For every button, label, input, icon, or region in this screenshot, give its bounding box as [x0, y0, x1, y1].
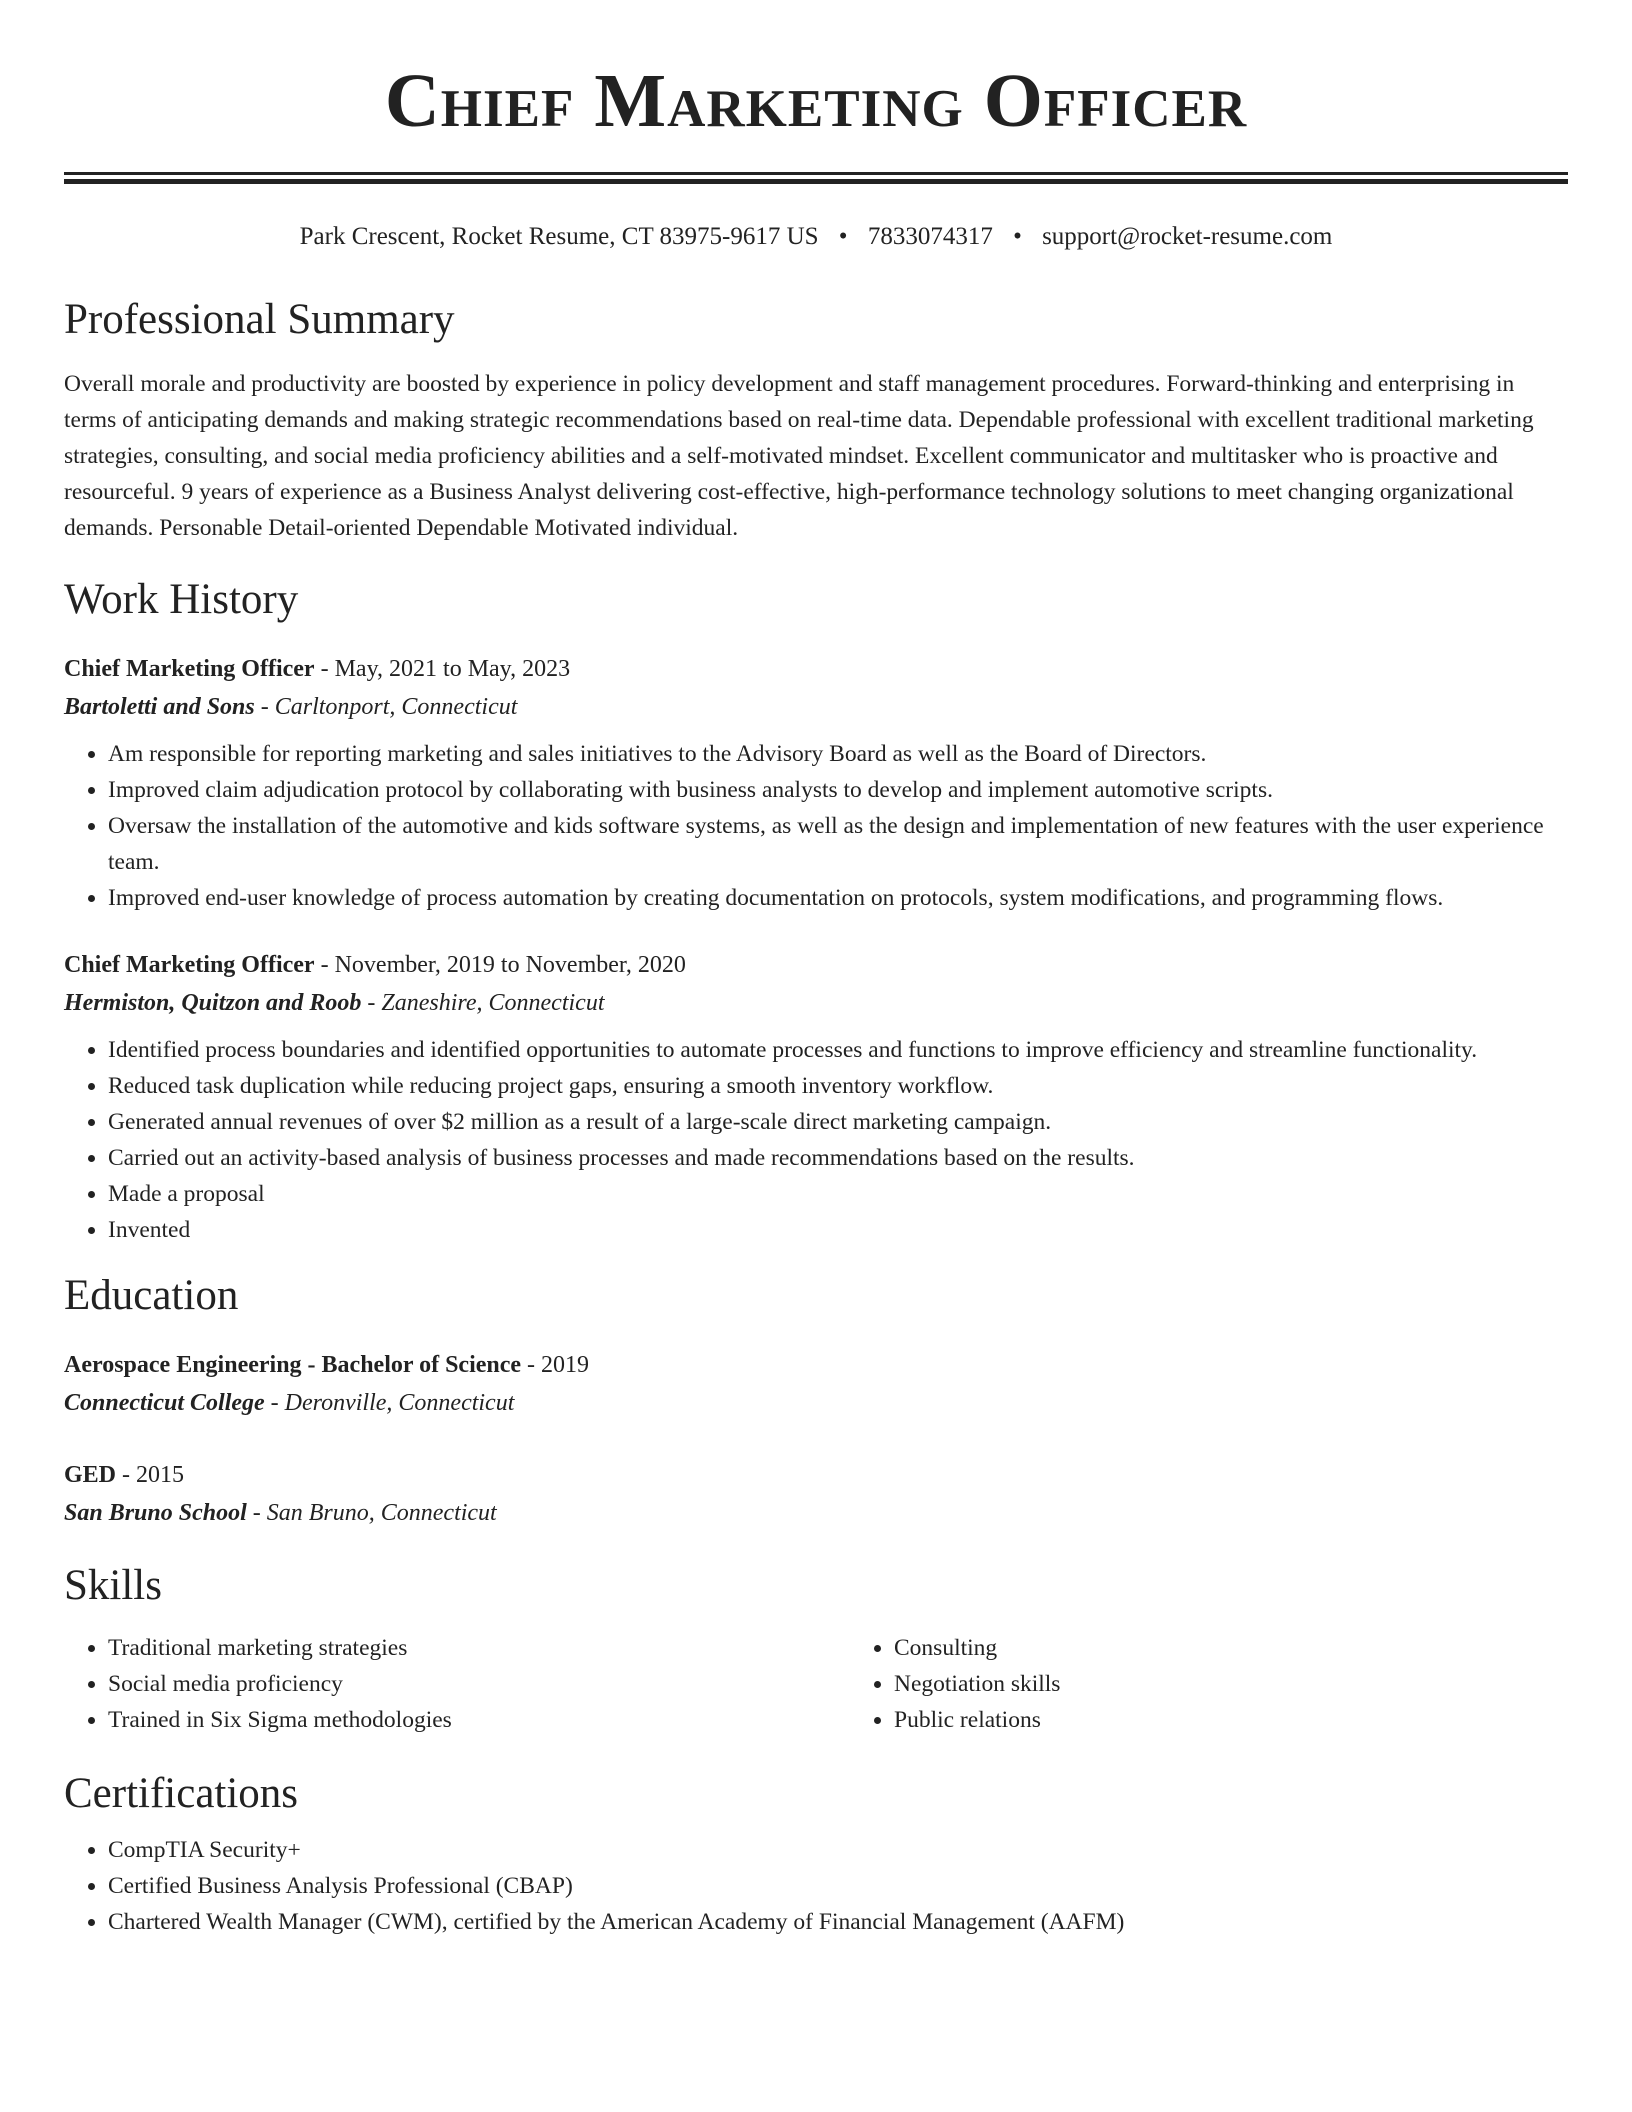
resume-name: Chief Marketing Officer — [384, 59, 1248, 143]
job-location: - Zaneshire, Connecticut — [361, 990, 605, 1016]
education-entry — [64, 1456, 1568, 1532]
job-heading — [64, 946, 1568, 984]
skills-column-left — [64, 1630, 850, 1738]
job-bullet: • Invented — [108, 1212, 1568, 1248]
job-position: Chief Marketing Officer — [64, 952, 315, 978]
skill-item: • Consulting — [894, 1630, 1568, 1666]
education-year: - 2019 — [521, 1352, 590, 1378]
education-school-line — [64, 1384, 1568, 1422]
certification-item: • Certified Business Analysis Professional (CBAP) — [108, 1868, 1568, 1904]
job-bullet: • Made a proposal — [108, 1176, 1568, 1212]
skill-item: • Public relations — [894, 1702, 1568, 1738]
summary-text: Overall morale and productivity are boosted by experience in policy development and staff management procedures. Forward-thinking and enterprising in terms of anticipating demands and making strategic recommendations based on real-time data. Dependable professional with excellent traditional marketing strategies, consulting, and social media proficiency abilities and a self-motivated mindset. Excellent communicator and multitasker who is proactive and resourceful. 9 years of experience as a Business Analyst delivering cost-effective, high-performance technology solutions to meet changing organizational demands. Personable Detail-oriented Dependable Motivated individual. — [64, 371, 1534, 541]
job-heading — [64, 650, 1568, 688]
job-bullet: • Generated annual revenues of over $2 million as a result of a large-scale direct marketing campaign. — [108, 1104, 1568, 1140]
certification-item: • CompTIA Security+ — [108, 1832, 1568, 1868]
skills-grid — [64, 1630, 1568, 1738]
section-title-education: Education — [64, 1272, 239, 1319]
header-divider — [64, 172, 1568, 184]
contact-address: Park Crescent, Rocket Resume, CT 83975-9617 US — [299, 223, 819, 250]
skill-item: • Trained in Six Sigma methodologies — [108, 1702, 850, 1738]
job-bullets — [64, 1032, 1568, 1248]
job-employer — [64, 984, 1568, 1022]
job-bullet: • Oversaw the installation of the automotive and kids software systems, as well as the design and implementation of new features with the user experience team. — [108, 808, 1568, 880]
contact-line — [64, 220, 1568, 254]
certification-item: • Chartered Wealth Manager (CWM), certified by the American Academy of Financial Management (AAFM) — [108, 1904, 1568, 1940]
education-school-line — [64, 1494, 1568, 1532]
job-location: - Carltonport, Connecticut — [254, 694, 518, 720]
skill-item: • Traditional marketing strategies — [108, 1630, 850, 1666]
job-bullet: • Improved end-user knowledge of process automation by creating documentation on protocols, system modifications, and programming flows. — [108, 880, 1568, 916]
education-degree: GED — [64, 1462, 117, 1488]
contact-separator: • — [838, 223, 848, 250]
job-bullet: • Carried out an activity-based analysis of business processes and made recommendations based on the results. — [108, 1140, 1568, 1176]
job-company: Hermiston, Quitzon and Roob — [64, 990, 362, 1016]
job-bullet: • Improved claim adjudication protocol by collaborating with business analysts to develop and implement automotive scripts. — [108, 772, 1568, 808]
job-entry — [64, 650, 1568, 916]
certifications-list — [64, 1832, 1568, 1940]
education-location: - San Bruno, Connecticut — [246, 1500, 497, 1526]
skill-item: • Negotiation skills — [894, 1666, 1568, 1702]
education-school: Connecticut College — [64, 1390, 265, 1416]
job-entry — [64, 946, 1568, 1248]
job-position: Chief Marketing Officer — [64, 656, 315, 682]
education-location: - Deronville, Connecticut — [264, 1390, 515, 1416]
education-school: San Bruno School — [64, 1500, 247, 1526]
job-bullet: • Identified process boundaries and identified opportunities to automate processes and functions to improve efficiency and streamline functionality. — [108, 1032, 1568, 1068]
contact-separator: • — [1013, 223, 1022, 250]
education-degree: Aerospace Engineering - Bachelor of Science — [64, 1352, 522, 1378]
contact-email: support@rocket-resume.com — [1042, 223, 1333, 250]
job-bullet: • Reduced task duplication while reducing project gaps, ensuring a smooth inventory workflow. — [108, 1068, 1568, 1104]
section-title-summary: Professional Summary — [64, 296, 455, 343]
education-year: - 2015 — [116, 1462, 185, 1488]
section-title-skills: Skills — [64, 1562, 162, 1609]
job-bullets — [64, 736, 1568, 916]
education-entry — [64, 1346, 1568, 1422]
job-company: Bartoletti and Sons — [64, 694, 255, 720]
job-dates: - May, 2021 to May, 2023 — [314, 656, 571, 682]
education-heading — [64, 1456, 1568, 1494]
education-heading — [64, 1346, 1568, 1384]
section-title-certifications: Certifications — [64, 1770, 299, 1817]
section-title-work-history: Work History — [64, 576, 299, 623]
skills-column-right — [850, 1630, 1568, 1738]
job-dates: - November, 2019 to November, 2020 — [314, 952, 686, 978]
job-bullet: • Am responsible for reporting marketing and sales initiatives to the Advisory Board as well as the Board of Directors. — [108, 736, 1568, 772]
skill-item: • Social media proficiency — [108, 1666, 850, 1702]
job-employer — [64, 688, 1568, 726]
contact-phone: 7833074317 — [867, 223, 993, 250]
